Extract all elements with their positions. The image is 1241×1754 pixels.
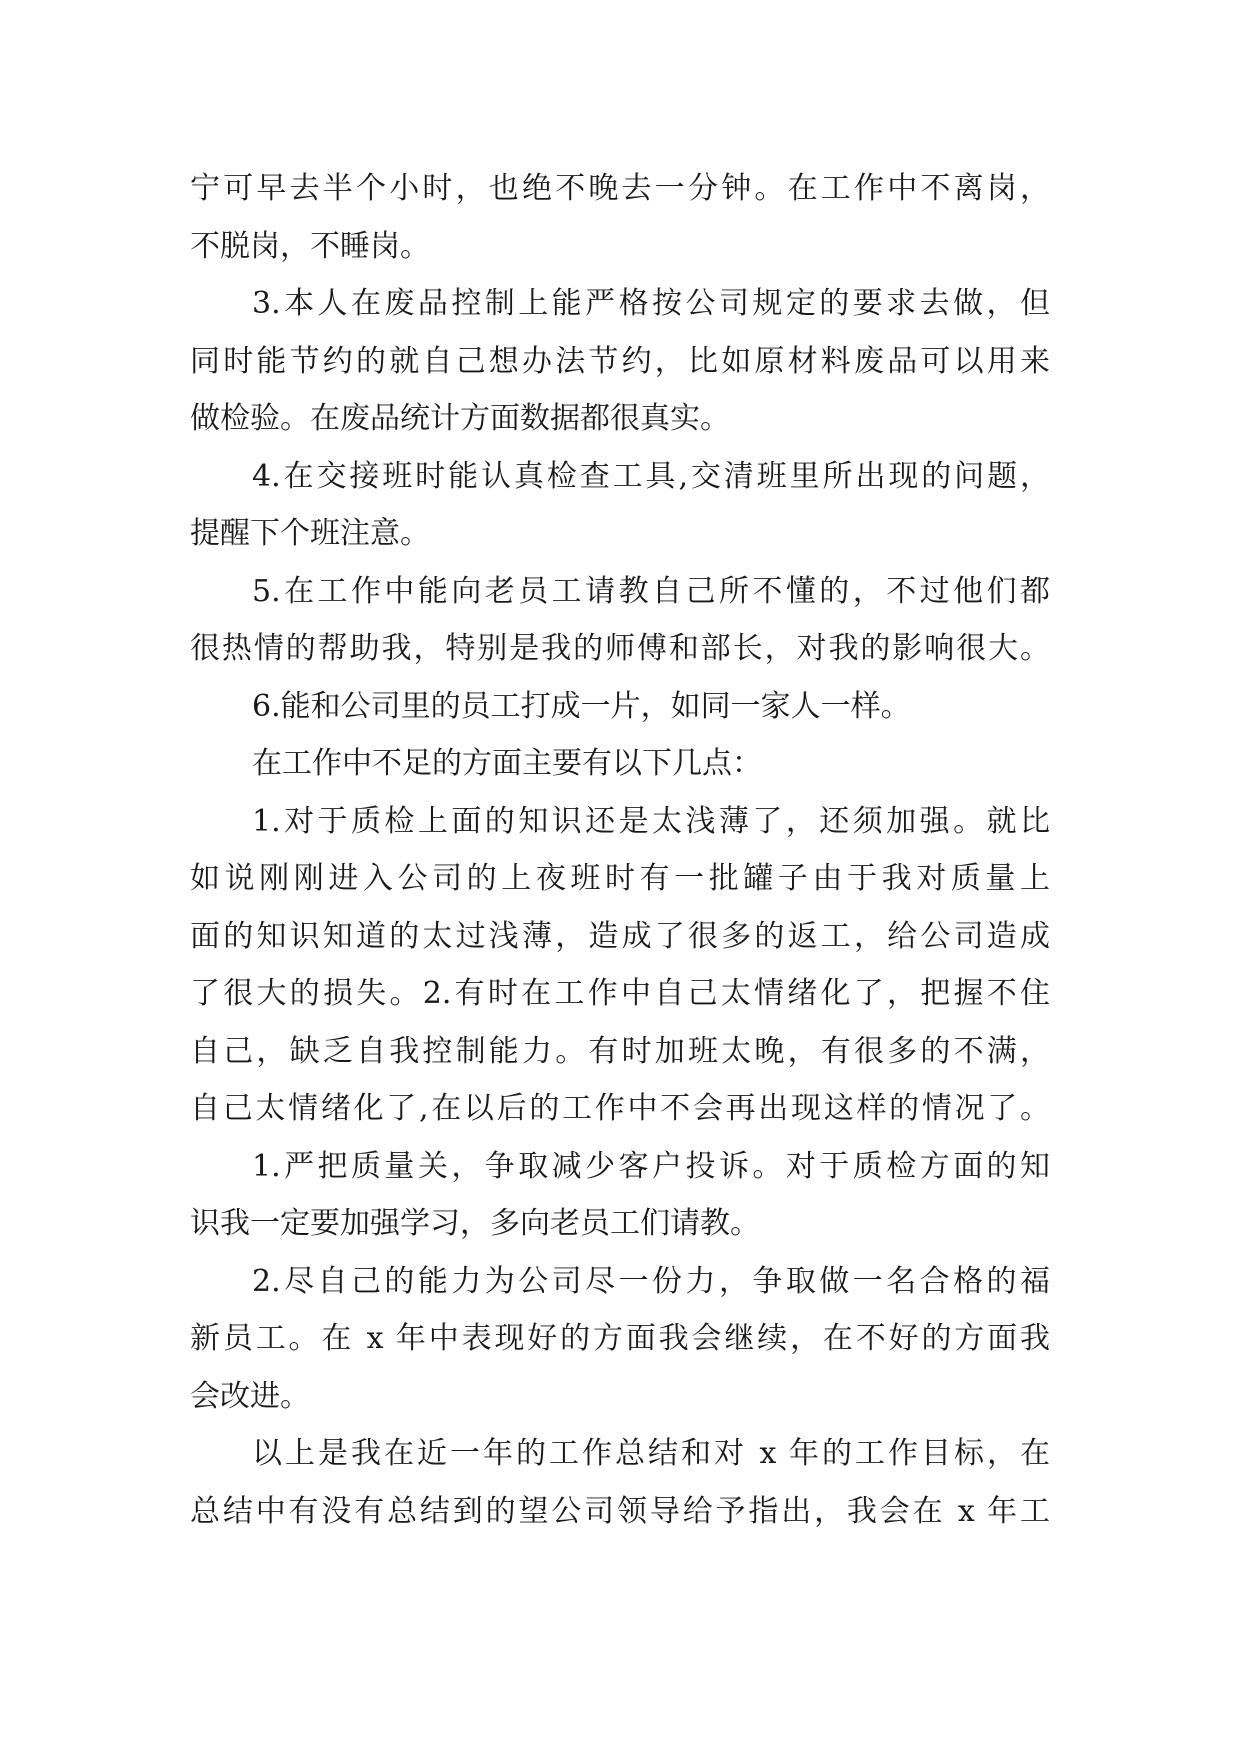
text-line: 自己，缺乏自我控制能力。有时加班太晚，有很多的不满， bbox=[190, 1033, 1050, 1069]
text-line: 做检验。在废品统计方面数据都很真实。 bbox=[190, 401, 730, 436]
text-line: 会改进。 bbox=[190, 1378, 310, 1414]
text-line: 总结中有没有总结到的望公司领导给予指出，我会在 x 年工 bbox=[190, 1493, 1050, 1529]
text-line: 4.在交接班时能认真检查工具,交清班里所出现的问题， bbox=[252, 458, 1050, 494]
text-line: 3.本人在废品控制上能严格按公司规定的要求去做，但 bbox=[252, 286, 1050, 321]
text-line: 了很大的损失。2.有时在工作中自己太情绪化了，把握不住 bbox=[190, 976, 1050, 1011]
text-line: 以上是我在近一年的工作总结和对 x 年的工作目标，在 bbox=[252, 1436, 1050, 1471]
document-body bbox=[190, 160, 1050, 1540]
text-line: 宁可早去半个小时，也绝不晚去一分钟。在工作中不离岗， bbox=[190, 171, 1050, 206]
text-line: 很热情的帮助我，特别是我的师傅和部长，对我的影响很大。 bbox=[190, 631, 1050, 666]
text-line: 5.在工作中能向老员工请教自己所不懂的，不过他们都 bbox=[252, 573, 1050, 609]
text-line: 如说刚刚进入公司的上夜班时有一批罐子由于我对质量上 bbox=[190, 861, 1050, 896]
text-line: 提醒下个班注意。 bbox=[190, 516, 430, 551]
text-line: 不脱岗，不睡岗。 bbox=[190, 228, 430, 264]
text-line: 自己太情绪化了,在以后的工作中不会再出现这样的情况了。 bbox=[190, 1091, 1050, 1126]
text-line: 面的知识知道的太过浅薄，造成了很多的返工，给公司造成 bbox=[190, 918, 1050, 954]
text-line: 2.尽自己的能力为公司尽一份力，争取做一名合格的福 bbox=[252, 1263, 1050, 1299]
text-line: 6.能和公司里的员工打成一片，如同一家人一样。 bbox=[252, 688, 911, 724]
text-line: 在工作中不足的方面主要有以下几点： bbox=[252, 746, 762, 781]
text-line: 识我一定要加强学习，多向老员工们请教。 bbox=[190, 1206, 760, 1241]
text-line: 新员工。在 x 年中表现好的方面我会继续，在不好的方面我 bbox=[190, 1321, 1050, 1356]
text-line: 1.对于质检上面的知识还是太浅薄了，还须加强。就比 bbox=[252, 803, 1050, 839]
text-line: 1.严把质量关，争取减少客户投诉。对于质检方面的知 bbox=[252, 1148, 1050, 1184]
text-line: 同时能节约的就自己想办法节约，比如原材料废品可以用来 bbox=[190, 343, 1050, 379]
